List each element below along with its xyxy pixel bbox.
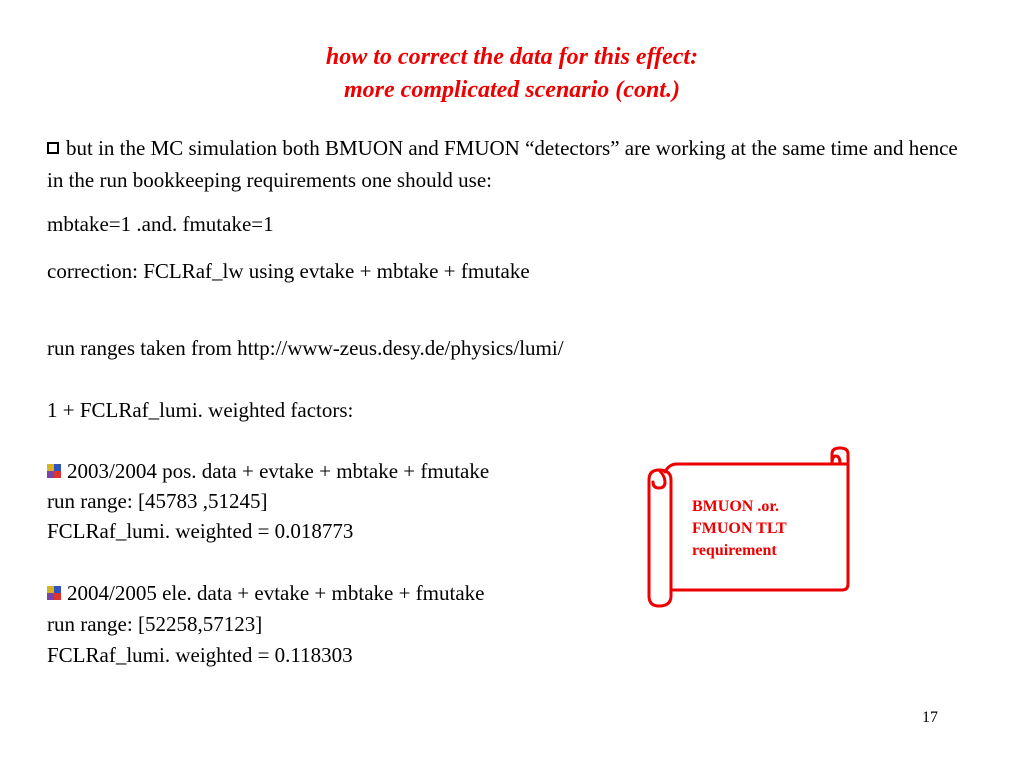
callout-line-2: FMUON TLT (692, 520, 787, 537)
entry-label-text: 2003/2004 pos. data + evtake + mbtake + fmutake (67, 459, 490, 483)
title-line-1: how to correct the data for this effect: (325, 44, 699, 70)
entry-2004-label (47, 578, 484, 608)
entry-2003-run-range: run range: [45783 ,51245] (47, 489, 268, 513)
callout-line-3: requirement (692, 542, 777, 559)
diamond-bullet-icon (47, 586, 61, 600)
title-line-2: more complicated scenario (cont.) (344, 77, 680, 103)
factors-heading: 1 + FCLRaf_lumi. weighted factors: (47, 398, 354, 422)
diamond-bullet-icon (47, 464, 61, 478)
slide-title (0, 41, 1024, 107)
callout-line-1: BMUON .or. (692, 498, 779, 515)
correction-line: correction: FCLRaf_lw using evtake + mbtake + fmutake (47, 259, 530, 283)
entry-2004-run-range: run range: [52258,57123] (47, 612, 263, 636)
entry-label-text: 2004/2005 ele. data + evtake + mbtake + fmutake (67, 581, 485, 605)
page-number: 17 (922, 709, 938, 726)
entry-2003-weighted: FCLRaf_lumi. weighted = 0.018773 (47, 519, 354, 543)
callout-text (692, 496, 787, 562)
intro-text: but in the MC simulation both BMUON and FMUON “detectors” are working at the same time and hence in the run bookkeeping requirements one should use: (47, 136, 958, 192)
entry-2004-weighted: FCLRaf_lumi. weighted = 0.118303 (47, 643, 353, 667)
intro-paragraph (47, 132, 967, 196)
requirement-line: mbtake=1 .and. fmutake=1 (47, 212, 274, 236)
entry-2003-label (47, 456, 489, 486)
run-ranges-source: run ranges taken from http://www-zeus.desy.de/physics/lumi/ (47, 336, 564, 360)
checkbox-bullet-icon (47, 142, 59, 154)
